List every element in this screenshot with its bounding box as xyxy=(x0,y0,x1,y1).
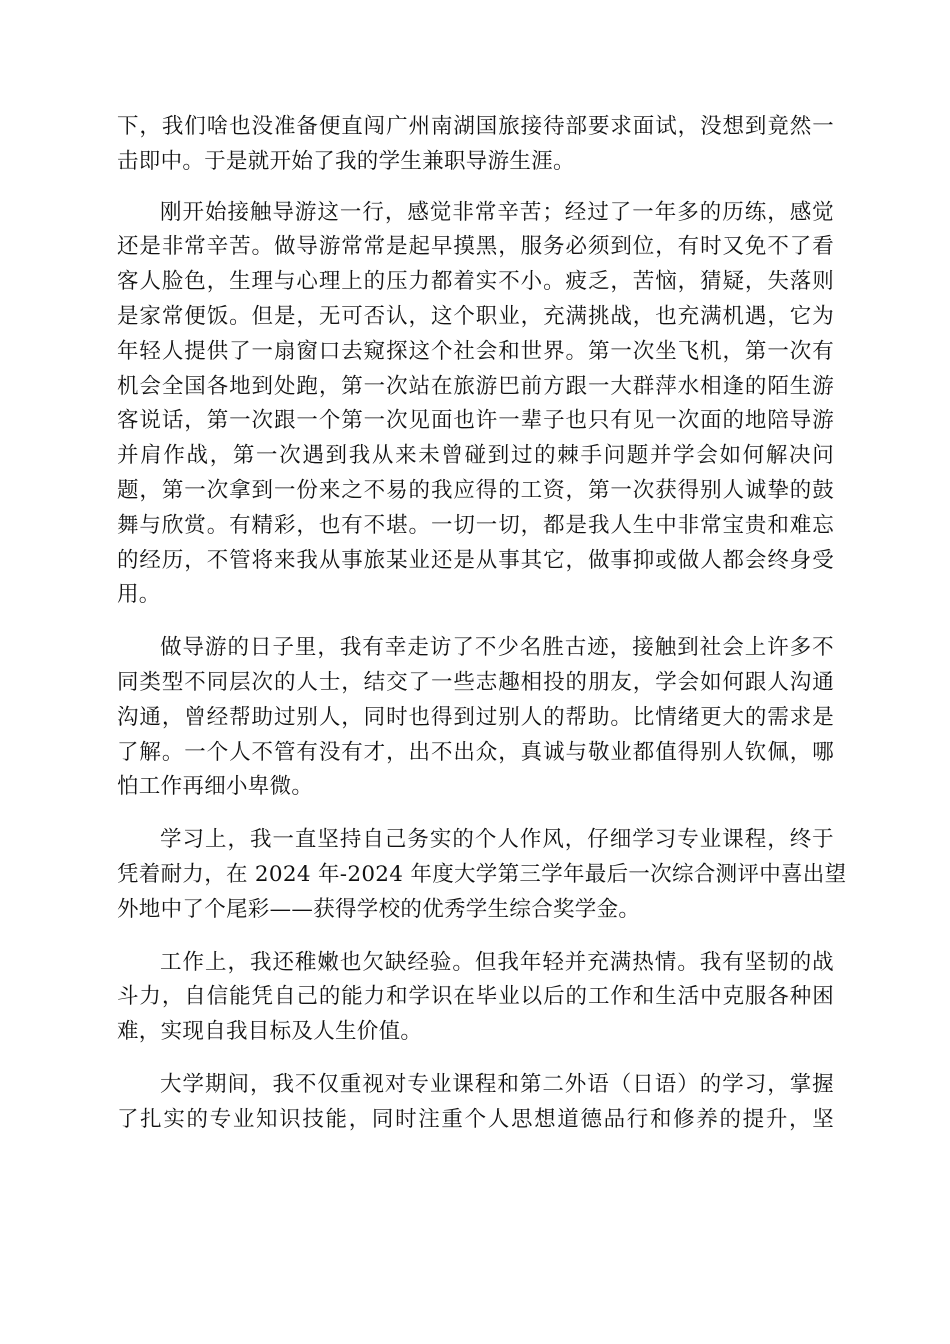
text-line: 凭着耐力，在 2024 年-2024 年度大学第三学年最后一次综合测评中喜出望 xyxy=(117,861,847,887)
text-line: 工作上，我还稚嫩也欠缺经验。但我年轻并充满热情。我有坚韧的战 xyxy=(160,949,834,975)
text-line: 是家常便饭。但是，无可否认，这个职业，充满挑战，也充满机遇，它为 xyxy=(117,303,834,329)
text-line: 年轻人提供了一扇窗口去窥探这个社会和世界。第一次坐飞机，第一次有 xyxy=(117,338,834,364)
text-line: 怕工作再细小卑微。 xyxy=(117,774,314,800)
text-line: 学习上，我一直坚持自己务实的个人作风，仔细学习专业课程，终于 xyxy=(160,827,834,853)
paragraph-6 xyxy=(117,1068,834,1138)
text-line: 还是非常辛苦。做导游常常是起早摸黑，服务必须到位，有时又免不了看 xyxy=(117,234,834,260)
paragraph-3 xyxy=(117,631,834,805)
paragraph-5 xyxy=(117,946,834,1050)
text-line: 大学期间，我不仅重视对专业课程和第二外语（日语）的学习，掌握 xyxy=(160,1071,834,1097)
text-line: 同类型不同层次的人士，结交了一些志趣相投的朋友，学会如何跟人沟通 xyxy=(117,669,834,695)
document-page xyxy=(117,110,847,1138)
paragraph-4 xyxy=(117,823,847,927)
text-line: 难，实现自我目标及人生价值。 xyxy=(117,1019,423,1045)
text-line: 的经历，不管将来我从事旅某业还是从事其它，做事抑或做人都会终身受 xyxy=(117,547,834,573)
text-line: 了解。一个人不管有没有才，出不出众，真诚与敬业都值得别人钦佩，哪 xyxy=(117,739,834,765)
text-line: 用。 xyxy=(117,582,161,608)
text-line: 做导游的日子里，我有幸走访了不少名胜古迹，接触到社会上许多不 xyxy=(160,635,834,661)
text-line: 下，我们啥也没准备便直闯广州南湖国旅接待部要求面试，没想到竟然一 xyxy=(117,114,834,139)
text-line: 沟通，曾经帮助过别人，同时也得到过别人的帮助。比情绪更大的需求是 xyxy=(117,704,834,730)
text-line: 刚开始接触导游这一行，感觉非常辛苦；经过了一年多的历练，感觉 xyxy=(160,199,834,225)
text-line: 题，第一次拿到一份来之不易的我应得的工资，第一次获得别人诚挚的鼓 xyxy=(117,477,834,503)
paragraph-2 xyxy=(117,196,834,614)
text-line: 机会全国各地到处跑，第一次站在旅游巴前方跟一大群萍水相逢的陌生游 xyxy=(117,373,834,399)
text-line: 了扎实的专业知识技能，同时注重个人思想道德品行和修养的提升，坚 xyxy=(117,1106,834,1132)
text-line: 外地中了个尾彩——获得学校的优秀学生综合奖学金。 xyxy=(117,896,641,922)
text-line: 舞与欣赏。有精彩，也有不堪。一切一切，都是我人生中非常宝贵和难忘 xyxy=(117,512,834,538)
text-line: 客人脸色，生理与心理上的压力都着实不小。疲乏，苦恼，猜疑，失落则 xyxy=(117,269,834,295)
text-line: 客说话，第一次跟一个第一次见面也许一辈子也只有见一次面的地陪导游 xyxy=(117,408,834,434)
text-line: 并肩作战，第一次遇到我从来未曾碰到过的棘手问题并学会如何解决问 xyxy=(117,443,834,469)
paragraph-1 xyxy=(117,110,834,180)
text-line: 斗力，自信能凭自己的能力和学识在毕业以后的工作和生活中克服各种困 xyxy=(117,984,834,1010)
text-line: 击即中。于是就开始了我的学生兼职导游生涯。 xyxy=(117,148,575,174)
